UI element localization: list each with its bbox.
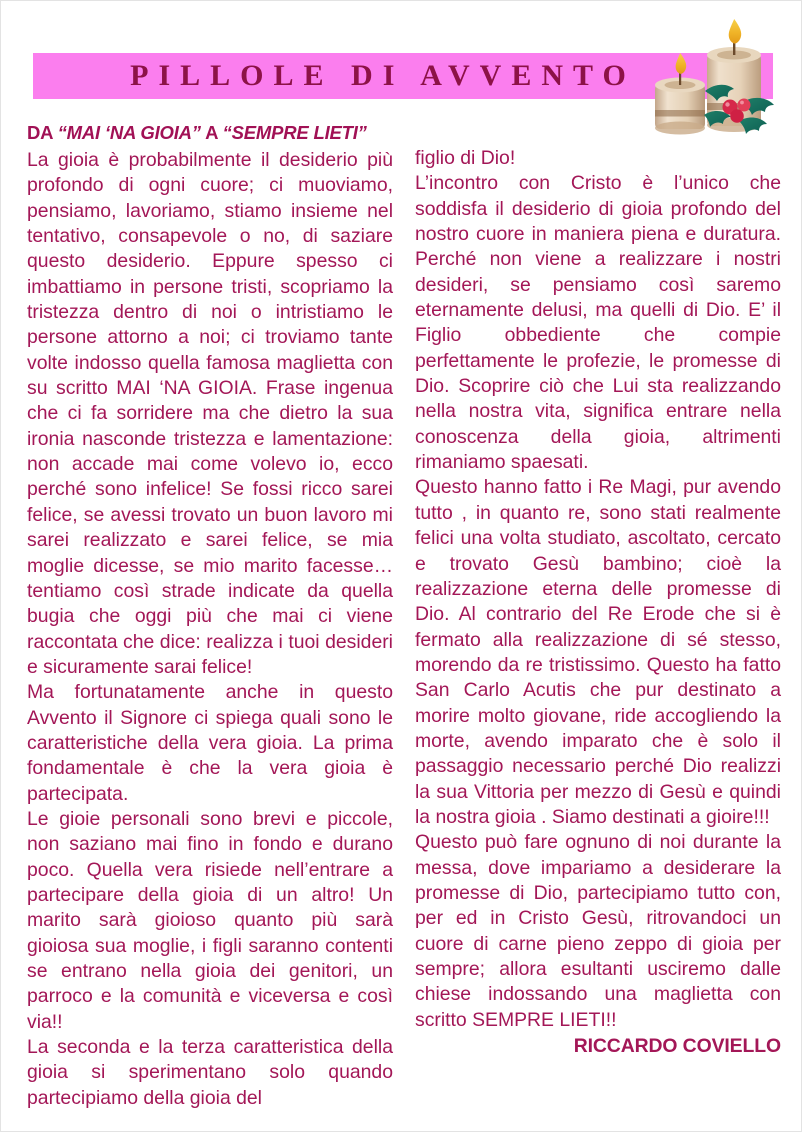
paragraph: figlio di Dio! [415, 147, 516, 169]
paragraph: Questo hanno fatto i Re Magi, pur avendo tutto , in quanto re, sono stati realmente felici una volta studiato, ascoltato, cercato e trovato Gesù bambino; cioè la realizzazione eterna delle promesse di Dio. Al contrario del Re Erode che si è fermato alla realizzazione di sé stesso, morendo da re tristissimo. Questo ha fatto San Carlo Acutis che pur destinato a morire molto giovane, ride accogliendo la morte, avendo imparato che è solo il passaggio necessario perché Dio realizzi la sua Vittoria per mezzo di Gesù e quindi la nostra gioia . Siamo destinati a gioire!!! [415, 476, 781, 828]
headline-prefix: DA [27, 122, 58, 143]
christmas-candles-icon [641, 19, 793, 141]
paragraph: Ma fortunatamente anche in questo Avvento il Signore ci spiega quali sono le caratteristiche della vera gioia. La prima fondamentale è che la vera gioia è partecipata. [27, 681, 393, 805]
paragraph: La gioia è probabilmente il desiderio più profondo di ogni cuore; ci muoviamo, pensiamo, lavoriamo, stiamo insieme nel tentativo, consapevole o no, di saziare questo desiderio. Eppure spesso ci imbattiamo in persone tristi, scopriamo la tristezza dentro di noi o intristiamo le persone attorno a noi; ci troviamo tante volte indosso quella famosa maglietta con su scritto MAI ‘NA GIOIA. Frase ingenua che ci fa sorridere ma che dietro la sua ironia nasconde tristezza e lamentazione: non accade mai come volevo io, ecco perché sono infelice! Se fossi ricco sarei felice, se avessi trovato un buon lavoro mi sarei realizzato e sarei felice, se mia moglie dicesse, se mio marito facesse… tentiamo così strade indicate da quella bugia che oggi più che mai ci viene raccontata che dice: realizza i tuoi desideri e sicuramente sarai felice! [27, 149, 393, 678]
paragraph: L’incontro con Cristo è l’unico che soddisfa il desiderio di gioia profondo del nostro cuore in maniera piena e duratura. Perché non viene a realizzare i nostri desideri, se pensiamo così saremo eternamente delusi, ma quelli di Dio. E’ il Figlio obbediente che compie perfettamente le profezie, le promesse di Dio. Scoprire ciò che Lui sta realizzando nella nostra vita, significa entrare nella conoscenza della gioia, altrimenti rimaniamo spaesati. [415, 172, 781, 474]
author-signature: RICCARDO COVIELLO [573, 1035, 781, 1058]
banner-title: PILLOLE DI AVVENTO [130, 59, 636, 92]
headline-quote-1: “MAI ‘NA GIOIA” [57, 122, 201, 143]
paragraph: La seconda e la terza caratteristica della gioia si sperimentano solo quando partecipiamo della gioia del [27, 1036, 393, 1109]
body-column-left [27, 148, 393, 1111]
paragraph: Questo può fare ognuno di noi durante la messa, dove impariamo a desiderare la promesse di Dio, partecipiamo tutto con, per ed in Cristo Gesù, ritrovandoci un cuore di carne pieno zeppo di gioia per sempre; allora esultanti usciremo dalle chiese indossando una maglietta con scritto SEMPRE LIETI!! [415, 831, 781, 1031]
article-headline [27, 122, 407, 144]
paragraph: Le gioie personali sono brevi e piccole, non saziano mai fino in fondo e durano poco. Quella vera risiede nell’entrare a partecipare della gioia di un altro! Un marito sarà gioioso quanto più sarà gioiosa sua moglie, i figli saranno contenti se entrano nella gioia dei genitori, un parroco e la comunità e viceversa e così via!! [27, 807, 393, 1033]
headline-middle: A [200, 122, 223, 143]
body-column-right [415, 146, 781, 1059]
headline-quote-2: “SEMPRE LIETI” [222, 122, 367, 143]
